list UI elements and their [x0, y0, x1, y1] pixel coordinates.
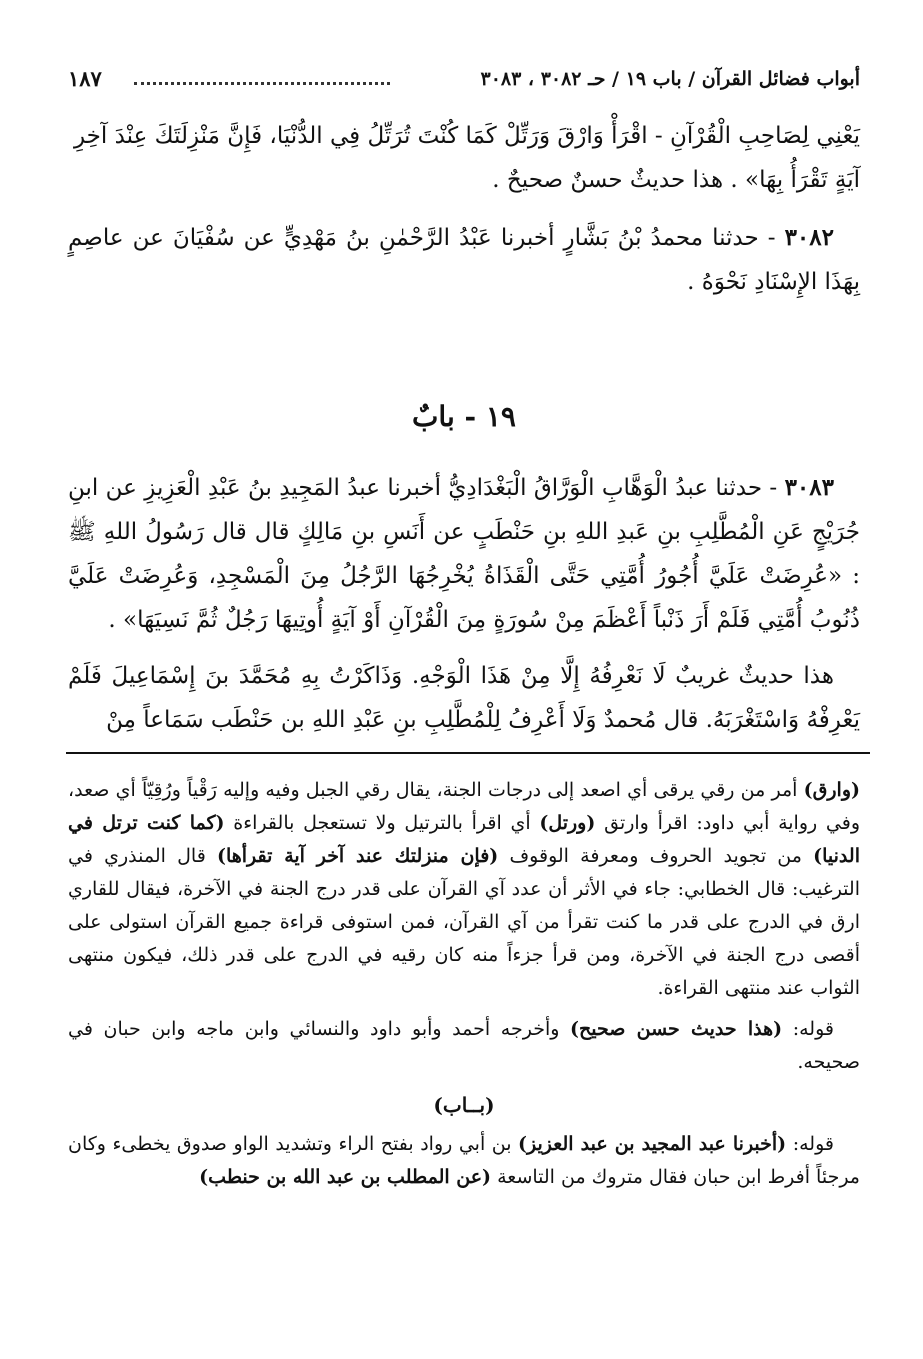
running-title: أبواب فضائل القرآن / باب ١٩ / حـ ٣٠٨٢ ، ٣٠٨٣	[480, 68, 860, 90]
page-header	[68, 62, 860, 102]
footnote-divider	[66, 752, 870, 754]
document-page	[68, 62, 860, 1352]
para1-line1: يَعْنِي لِصَاحِبِ الْقُرْآنِ - اقْرَأْ وَارْقَ وَرَتِّلْ كَمَا كُنْتَ تُرَتِّلُ فِي الدُّنْيَا، فَإِنَّ مَنْزِلَتَكَ عِنْدَ آخِرِ	[73, 123, 860, 149]
note-label: (وارق)	[803, 779, 860, 801]
hadith-3082	[68, 216, 860, 304]
hadith-number: ٣٠٨٣	[784, 474, 834, 501]
hadith-3083	[68, 466, 860, 642]
main-text-top	[68, 114, 860, 304]
hadith-text: - حدثنا عبدُ الْوَهَّابِ الْوَرَّاقُ الْبَغْدَادِيُّ أخبرنا عبدُ المَجِيدِ بنُ عَبْدِ الْعَزِيزِ عن ابنِ جُرَيْجٍ عَنِ الْمُطَّلِبِ بنِ عَبدِ اللهِ بنِ حَنْطَبٍ عن أَنَسِ بنِ مَالِكٍ قال قال رَسُولُ اللهِ ﷺ : «عُرِضَتْ عَلَيَّ أُجُورُ أُمَّتِي حَتَّى الْقَذَاةُ يُخْرِجُهَا الرَّجُلُ مِنَ الْمَسْجِدِ، وَعُرِضَتْ عَلَيَّ ذُنُوبُ أُمَّتِي فَلَمْ أَرَ ذَنْباً أَعْظَمَ مِنْ سُورَةٍ مِنَ الْقُرْآنِ أَوْ آيَةٍ أُوتِيهَا رَجُلٌ ثُمَّ نَسِيَهَا» .	[68, 475, 860, 633]
note-3: قوله: (أخبرنا عبد المجيد بن عبد العزيز) بن أبي رواد بفتح الراء وتشديد الواو صدوق يخطىء وكان مرجئاً أفرط ابن حبان فقال متروك من التاسعة (عن المطلب بن عبد الله بن حنطب)	[68, 1133, 860, 1188]
note-1: (وارق) أمر من رقي يرقى أي اصعد إلى درجات الجنة، يقال رقي الجبل وفيه وإليه رَقْياً ورُقِيّاً أي صعد، وفي رواية أبي داود: اقرأ وارتق (ورتل) أي اقرأ بالترتيل ولا تستعجل بالقراءة (كما كنت ترتل في الدنيا) من تجويد الحروف ومعرفة الوقوف (فإن منزلتك عند آخر آية تقرأها) قال المنذري في الترغيب: قال الخطابي: جاء في الأثر أن عدد آي القرآن على قدر درج الجنة في الآخرة، فيقال للقاري ارق في الدرج على قدر ما كنت تقرأ من آي القرآن، فمن استوفى قراءة جميع القرآن استولى على أقصى درج الجنة في الآخرة، ومن قرأ جزءاً منه كان رقيه في الدرج على قدر ذلك، فيكون منتهى الثواب عند منتهى القراءة.	[68, 779, 860, 999]
footnotes	[68, 774, 860, 1194]
note-label: (كما كنت ترتل في الدنيا)	[68, 812, 860, 867]
note-label: (هذا حديث حسن صحيح)	[570, 1018, 783, 1040]
main-text-bottom	[68, 466, 860, 742]
note-2: قوله: (هذا حديث حسن صحيح) وأخرجه أحمد وأبو داود والنسائي وابن ماجه وابن حبان في صحيحه.	[68, 1018, 860, 1073]
commentary-paragraph: هذا حديثٌ غريبٌ لَا نَعْرِفُهُ إِلَّا مِنْ هَذَا الْوَجْهِ. وَذَاكَرْتُ بِهِ مُحَمَّدَ بنَ إِسْمَاعِيلَ فَلَمْ يَعْرِفْهُ وَاسْتَغْرَبَهُ. قال مُحمدٌ وَلَا أَعْرِفُ لِلْمُطَّلِبِ بنِ عَبْدِ اللهِ بن حَنْطَب سَمَاعاً مِنْ	[68, 663, 860, 733]
para1-line2: آيَةٍ تَقْرَأُ بِهَا» . هذا حديثٌ حسنٌ صحيحٌ .	[492, 167, 860, 193]
header-dot-leader	[134, 68, 390, 85]
note-label: (أخبرنا عبد المجيد بن عبد العزيز)	[518, 1133, 787, 1155]
hadith-number: ٣٠٨٢	[784, 224, 834, 251]
note-label: (ورتل)	[539, 812, 596, 834]
note-label: (فإن منزلتك عند آخر آية تقرأها)	[216, 845, 499, 867]
page-number: ١٨٧	[68, 66, 102, 91]
section-title: ١٩ - بابٌ	[412, 400, 516, 433]
hadith-text: - حدثنا محمدُ بْنُ بَشَّارٍ أخبرنا عَبْدُ الرَّحْمٰنِ بنُ مَهْدِيٍّ عن سُفْيَانَ عن عاصِمٍ بِهَذَا الإِسْنَادِ نَحْوَهُ .	[68, 225, 860, 295]
notes-subheading: (بــاب)	[433, 1093, 495, 1117]
note-label: (عن المطلب بن عبد الله بن حنطب)	[199, 1166, 492, 1188]
